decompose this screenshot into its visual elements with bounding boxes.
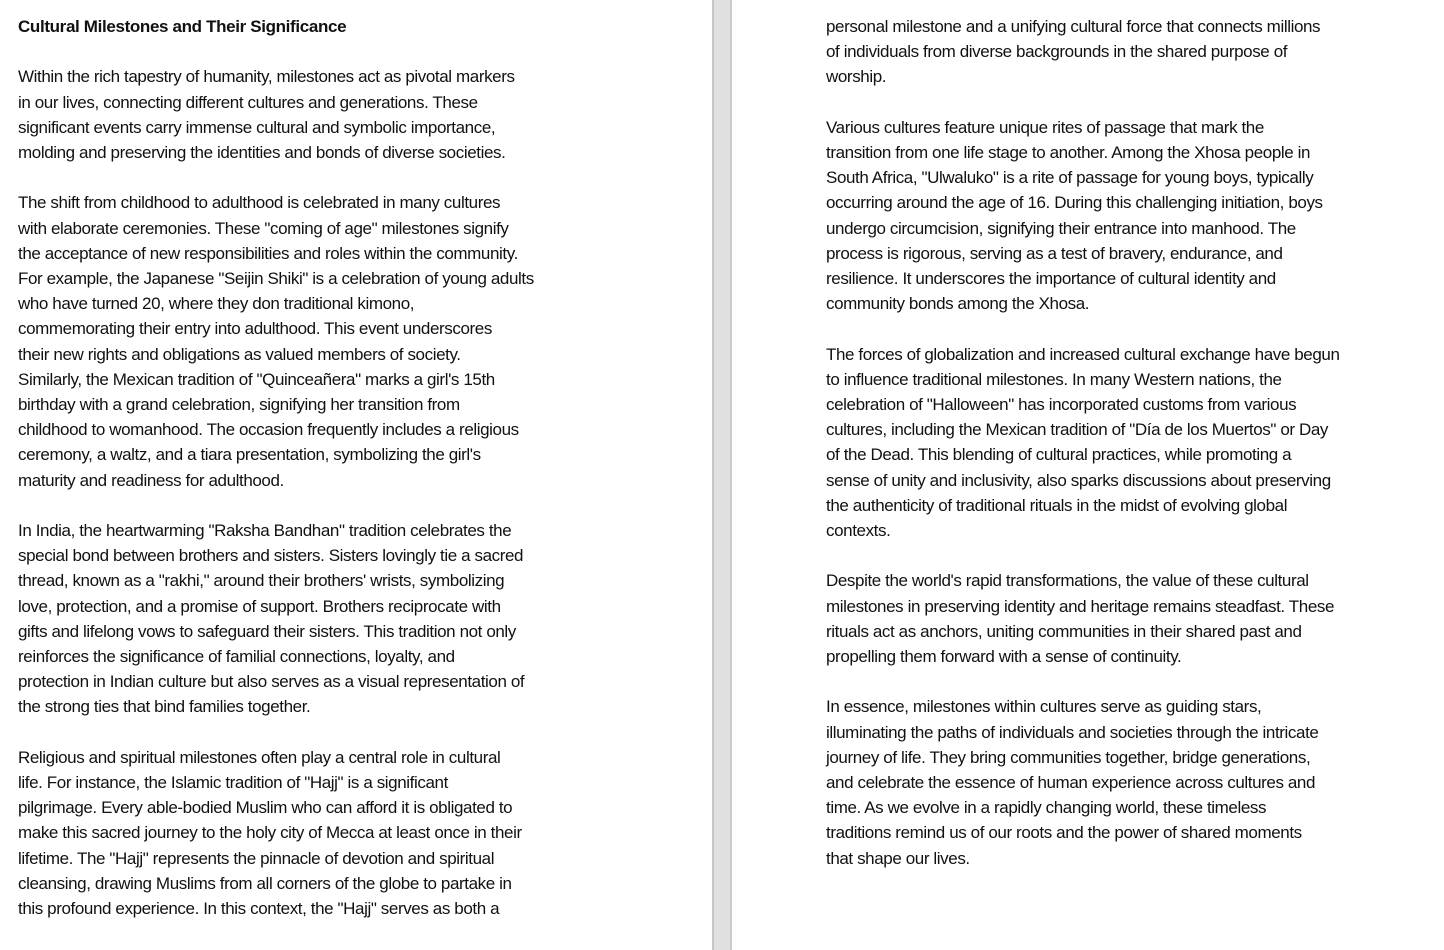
text-line: Religious and spiritual milestones often play a central role in cultural xyxy=(18,747,501,767)
text-line: thread, known as a "rakhi," around their brothers' wrists, symbolizing xyxy=(18,571,505,591)
text-line: worship. xyxy=(826,67,887,87)
text-line: rituals act as anchors, uniting communities in their shared past and xyxy=(826,621,1302,641)
text-line: time. As we evolve in a rapidly changing world, these timeless xyxy=(826,798,1267,818)
paragraph xyxy=(18,190,630,492)
text-line: special bond between brothers and sisters. Sisters lovingly tie a sacred xyxy=(18,546,524,566)
paragraph xyxy=(18,64,630,165)
text-line: propelling them forward with a sense of continuity. xyxy=(826,647,1182,667)
text-line: the acceptance of new responsibilities and roles within the community. xyxy=(18,243,518,263)
text-line: Within the rich tapestry of humanity, milestones act as pivotal markers xyxy=(18,67,515,87)
page-divider xyxy=(712,0,732,950)
text-line: pilgrimage. Every able-bodied Muslim who can afford it is obligated to xyxy=(18,798,513,818)
text-line: commemorating their entry into adulthood. This event underscores xyxy=(18,319,492,339)
text-line: with elaborate ceremonies. These "coming of age" milestones signify xyxy=(18,218,509,238)
text-line: and celebrate the essence of human experience across cultures and xyxy=(826,773,1316,793)
text-line: birthday with a grand celebration, signifying her transition from xyxy=(18,395,460,415)
text-line: maturity and readiness for adulthood. xyxy=(18,470,284,490)
text-line: journey of life. They bring communities together, bridge generations, xyxy=(826,747,1311,767)
text-line: personal milestone and a unifying cultural force that connects millions xyxy=(826,17,1321,36)
text-line: that shape our lives. xyxy=(826,848,970,868)
text-line: significant events carry immense cultural and symbolic importance, xyxy=(18,117,496,137)
document-title: Cultural Milestones and Their Significance xyxy=(18,17,347,36)
text-line: illuminating the paths of individuals and societies through the intricate xyxy=(826,722,1319,742)
text-line: to influence traditional milestones. In many Western nations, the xyxy=(826,369,1282,389)
paragraph-list-left xyxy=(18,64,630,921)
text-line: Similarly, the Mexican tradition of "Quinceañera" marks a girl's 15th xyxy=(18,369,495,389)
text-line: occurring around the age of 16. During this challenging initiation, boys xyxy=(826,193,1323,213)
text-line: traditions remind us of our roots and the power of shared moments xyxy=(826,823,1302,843)
page-content-left xyxy=(18,14,630,946)
paragraph xyxy=(826,694,1438,870)
text-line: molding and preserving the identities and bonds of diverse societies. xyxy=(18,143,506,162)
text-line: life. For instance, the Islamic tradition of "Hajj" is a significant xyxy=(18,773,448,793)
text-line: South Africa, "Ulwaluko" is a rite of passage for young boys, typically xyxy=(826,168,1314,188)
text-line: In India, the heartwarming "Raksha Bandhan" tradition celebrates the xyxy=(18,521,512,541)
paragraph xyxy=(18,745,630,921)
text-line: gifts and lifelong vows to safeguard their sisters. This tradition not only xyxy=(18,621,516,641)
text-line: ceremony, a waltz, and a tiara presentation, symbolizing the girl's xyxy=(18,445,481,465)
paragraph xyxy=(18,518,630,720)
paragraph-list-right xyxy=(826,14,1438,871)
text-line: process is rigorous, serving as a test of bravery, endurance, and xyxy=(826,243,1283,263)
paragraph xyxy=(826,568,1438,669)
text-line: their new rights and obligations as valued members of society. xyxy=(18,344,461,364)
text-line: For example, the Japanese "Seijin Shiki" is a celebration of young adults xyxy=(18,269,534,288)
text-line: who have turned 20, where they don traditional kimono, xyxy=(18,294,415,314)
text-line: love, protection, and a promise of support. Brothers reciprocate with xyxy=(18,596,501,616)
text-line: childhood to womanhood. The occasion frequently includes a religious xyxy=(18,420,519,440)
text-line: milestones in preserving identity and heritage remains steadfast. These xyxy=(826,596,1335,616)
text-line: this profound experience. In this context, the "Hajj" serves as both a xyxy=(18,899,500,919)
document-page-right xyxy=(732,0,1444,950)
page-content-right xyxy=(826,14,1438,896)
text-line: Various cultures feature unique rites of passage that mark the xyxy=(826,117,1264,137)
text-line: make this sacred journey to the holy city of Mecca at least once in their xyxy=(18,823,522,843)
text-line: In essence, milestones within cultures serve as guiding stars, xyxy=(826,697,1262,717)
text-line: Despite the world's rapid transformations, the value of these cultural xyxy=(826,571,1309,591)
document-page-left xyxy=(0,0,712,950)
title-spacing xyxy=(18,39,630,64)
paragraph xyxy=(826,14,1438,90)
text-line: reinforces the significance of familial connections, loyalty, and xyxy=(18,647,455,667)
text-line: contexts. xyxy=(826,521,891,541)
text-line: celebration of "Halloween" has incorporated customs from various xyxy=(826,395,1297,415)
text-line: cultures, including the Mexican tradition of "Día de los Muertos" or Day xyxy=(826,420,1329,440)
text-line: undergo circumcision, signifying their entrance into manhood. The xyxy=(826,218,1296,238)
text-line: the strong ties that bind families together. xyxy=(18,697,311,717)
text-line: of the Dead. This blending of cultural practices, while promoting a xyxy=(826,445,1292,465)
text-line: The shift from childhood to adulthood is celebrated in many cultures xyxy=(18,193,501,213)
paragraph xyxy=(826,115,1438,317)
text-line: The forces of globalization and increased cultural exchange have begun xyxy=(826,344,1340,364)
text-line: of individuals from diverse backgrounds in the shared purpose of xyxy=(826,42,1288,62)
text-line: the authenticity of traditional rituals in the midst of evolving global xyxy=(826,495,1288,515)
paragraph xyxy=(826,342,1438,544)
text-line: in our lives, connecting different cultures and generations. These xyxy=(18,92,478,112)
text-line: resilience. It underscores the importance of cultural identity and xyxy=(826,269,1276,289)
text-line: transition from one life stage to another. Among the Xhosa people in xyxy=(826,143,1311,162)
text-line: protection in Indian culture but also serves as a visual representation of xyxy=(18,672,525,692)
text-line: sense of unity and inclusivity, also sparks discussions about preserving xyxy=(826,470,1331,490)
text-line: community bonds among the Xhosa. xyxy=(826,294,1090,314)
text-line: lifetime. The "Hajj" represents the pinnacle of devotion and spiritual xyxy=(18,848,495,868)
text-line: cleansing, drawing Muslims from all corners of the globe to partake in xyxy=(18,873,512,893)
